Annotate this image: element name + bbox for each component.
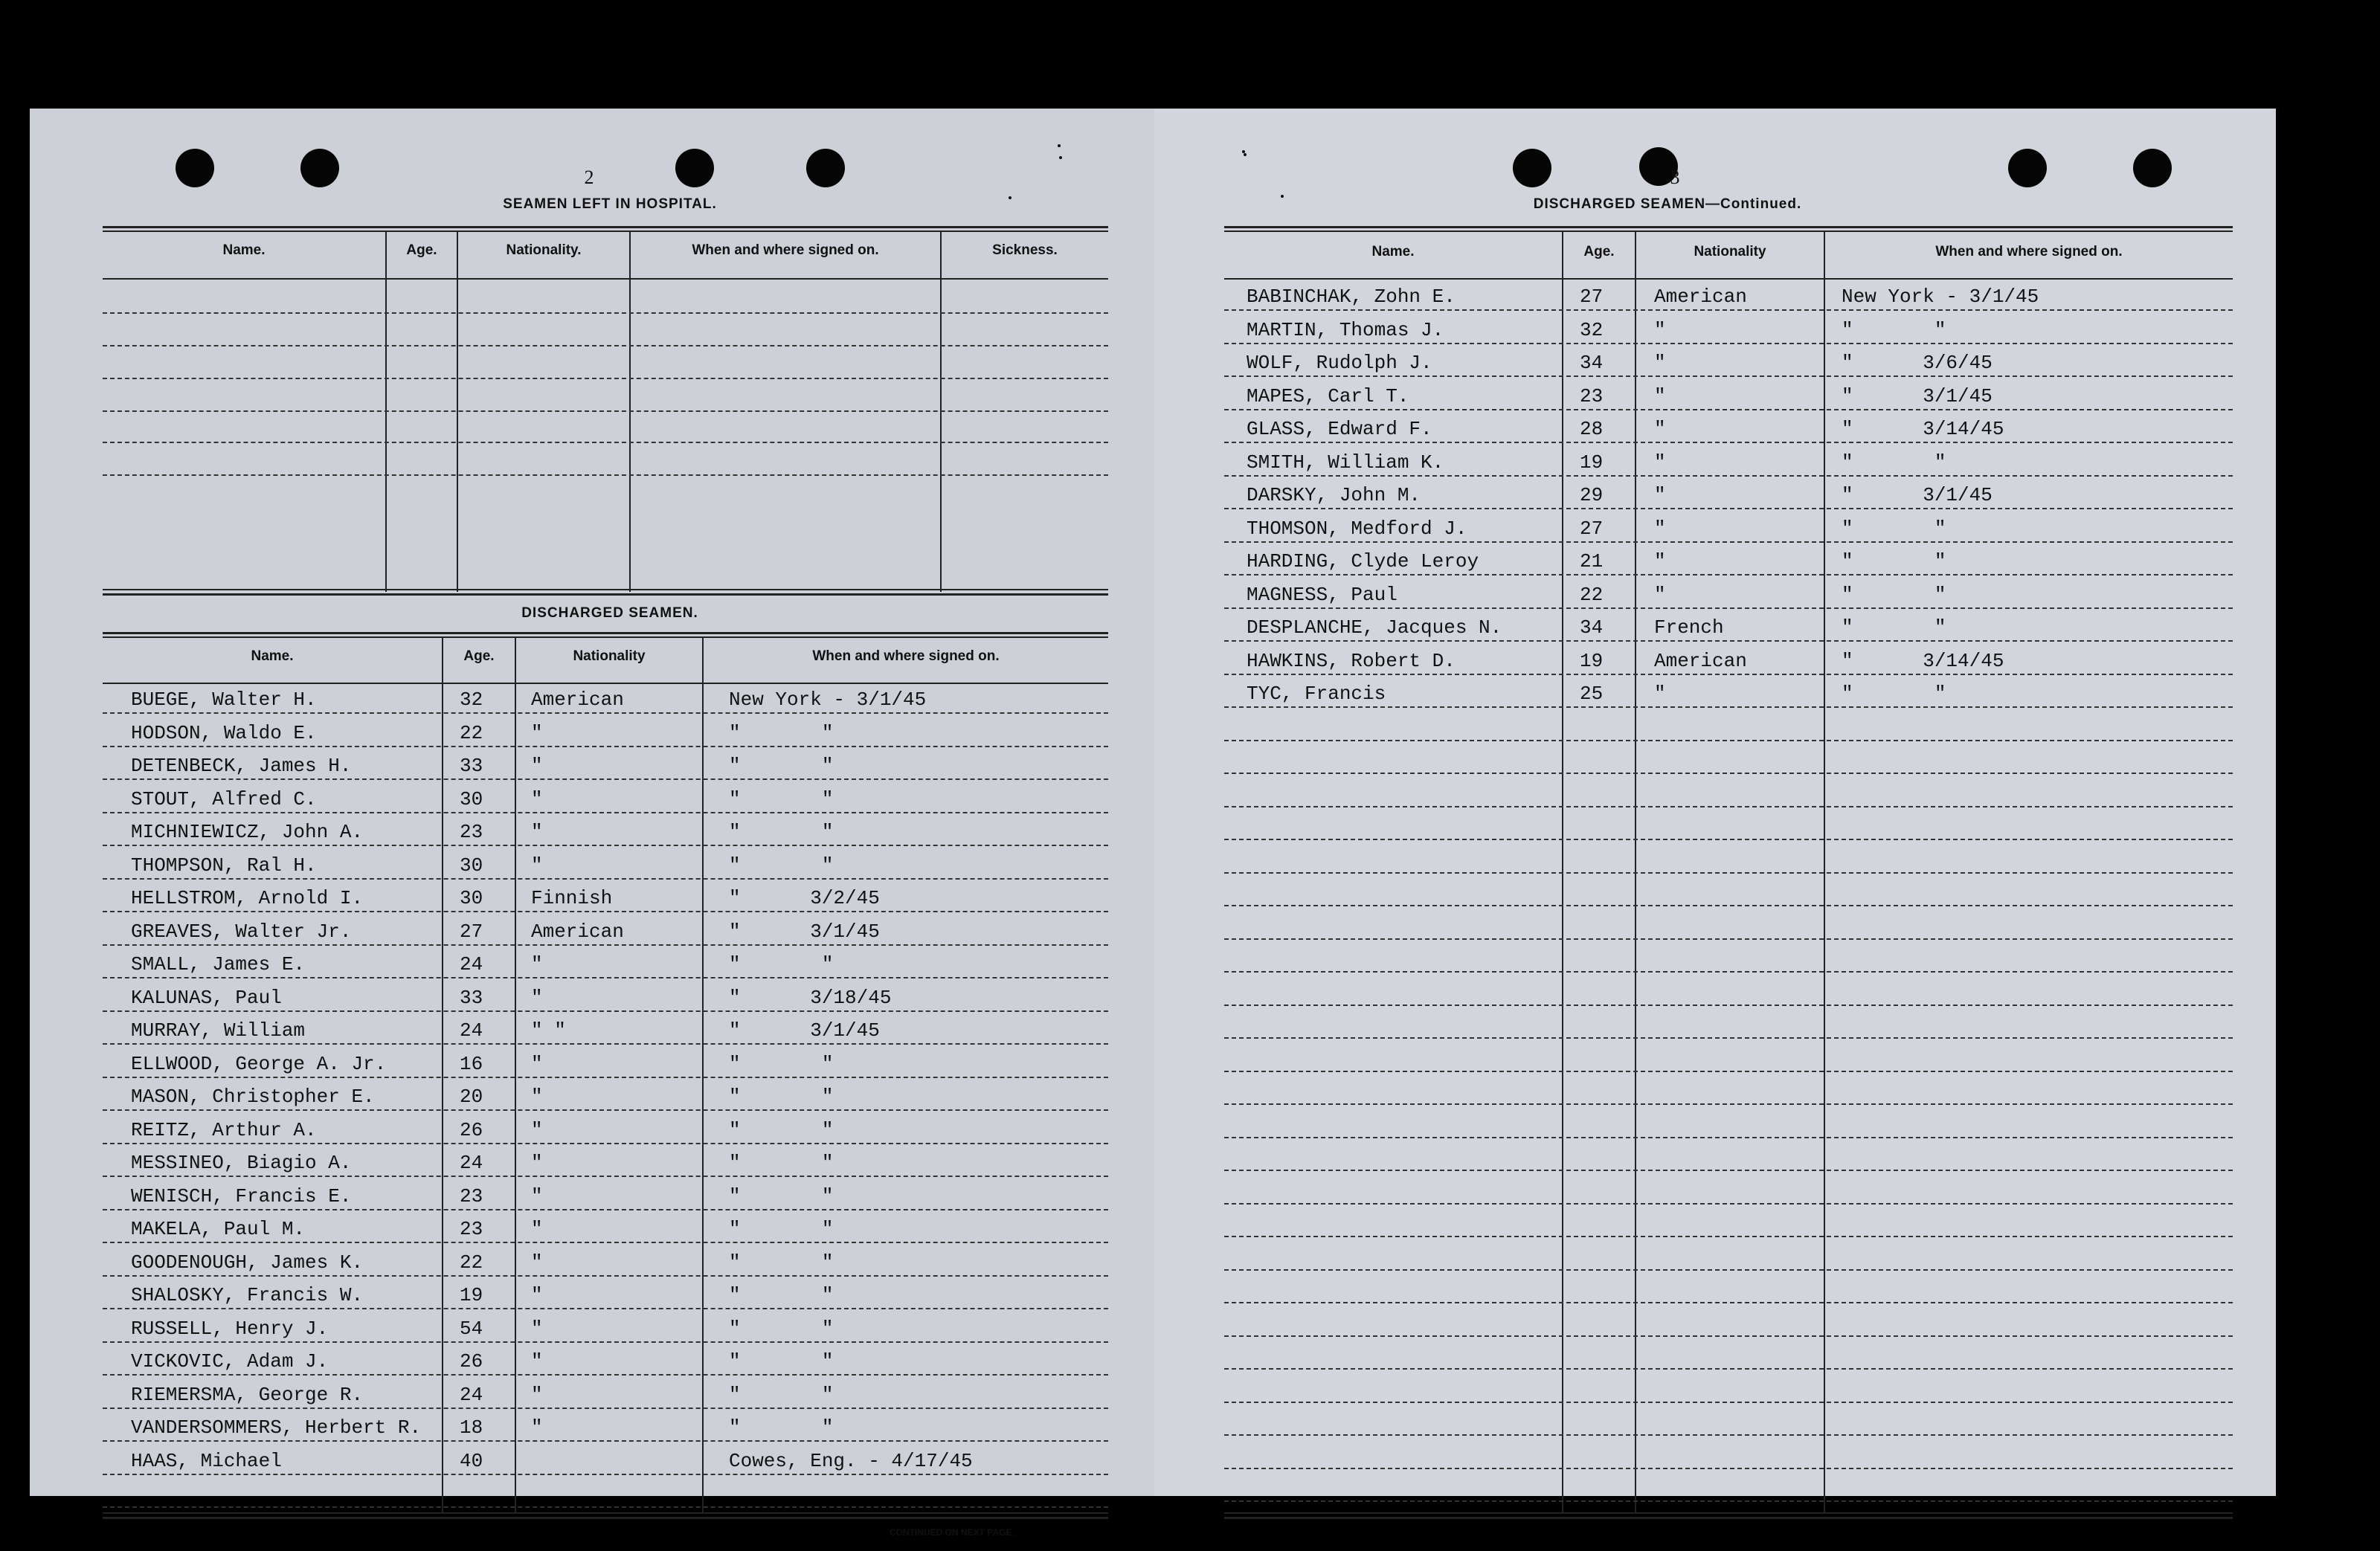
ruled-line bbox=[1224, 1335, 2233, 1337]
seaman-signed-on: " " bbox=[729, 755, 834, 777]
seaman-name: STOUT, Alfred C. bbox=[131, 788, 317, 810]
bottom-rule bbox=[1224, 1512, 2233, 1514]
seaman-signed-on: " " bbox=[729, 722, 834, 744]
right-page bbox=[1154, 109, 2276, 1496]
seaman-name: SHALOSKY, Francis W. bbox=[131, 1284, 364, 1306]
seaman-age: 27 bbox=[460, 920, 483, 943]
ruled-line bbox=[1224, 1005, 2233, 1006]
seaman-age: 23 bbox=[460, 1185, 483, 1207]
ruled-line bbox=[103, 1010, 1108, 1012]
seaman-nationality: " bbox=[1654, 484, 1666, 506]
seaman-nationality: " bbox=[531, 1119, 543, 1141]
seaman-signed-on: " " bbox=[1842, 517, 1946, 540]
hospital-section-title: SEAMEN LEFT IN HOSPITAL. bbox=[503, 196, 717, 212]
ruled-line bbox=[1224, 773, 2233, 774]
ruled-line bbox=[103, 410, 1108, 412]
seaman-nationality: " bbox=[531, 987, 543, 1009]
ruled-line bbox=[1224, 1402, 2233, 1403]
seaman-nationality: American bbox=[531, 920, 624, 943]
seaman-signed-on: " 3/14/45 bbox=[1842, 418, 2004, 440]
seaman-name: HODSON, Waldo E. bbox=[131, 722, 317, 744]
seaman-name: VICKOVIC, Adam J. bbox=[131, 1350, 329, 1373]
seaman-name: MAGNESS, Paul bbox=[1247, 584, 1398, 606]
seaman-age: 16 bbox=[460, 1053, 483, 1075]
hospital-header-sickness: Sickness. bbox=[992, 242, 1058, 258]
col-divider bbox=[940, 232, 942, 592]
seaman-nationality: " bbox=[1654, 550, 1666, 573]
ruled-line bbox=[1224, 541, 2233, 543]
seaman-nationality: " bbox=[1654, 385, 1666, 407]
ruled-line bbox=[1224, 508, 2233, 509]
seaman-signed-on: " " bbox=[729, 1185, 834, 1207]
ruled-line bbox=[1224, 409, 2233, 410]
ruled-line bbox=[1224, 1071, 2233, 1072]
seaman-name: BABINCHAK, Zohn E. bbox=[1247, 286, 1456, 308]
left-page bbox=[30, 109, 1162, 1538]
seaman-nationality: " bbox=[531, 821, 543, 843]
seaman-nationality: " bbox=[531, 953, 543, 976]
col-divider bbox=[515, 638, 516, 1512]
seaman-age: 26 bbox=[460, 1119, 483, 1141]
ruled-line bbox=[1224, 706, 2233, 708]
seaman-signed-on: " 3/14/45 bbox=[1842, 650, 2004, 672]
binder-hole bbox=[806, 149, 845, 187]
seaman-age: 22 bbox=[460, 1251, 483, 1274]
seaman-age: 28 bbox=[1580, 418, 1604, 440]
seaman-nationality: " bbox=[531, 1284, 543, 1306]
seaman-signed-on: " 3/1/45 bbox=[729, 1019, 880, 1042]
speck bbox=[1058, 144, 1061, 147]
ruled-line bbox=[1224, 1170, 2233, 1171]
seaman-signed-on: " " bbox=[729, 854, 834, 877]
col-divider bbox=[442, 638, 443, 1512]
seaman-nationality: American bbox=[531, 689, 624, 711]
bottom-rule bbox=[1224, 1517, 2233, 1519]
seaman-name: MURRAY, William bbox=[131, 1019, 306, 1042]
col-divider bbox=[702, 638, 704, 1512]
seaman-age: 24 bbox=[460, 1384, 483, 1406]
discharged-header-rule bbox=[103, 683, 1108, 684]
col-divider bbox=[629, 232, 631, 592]
seaman-age: 26 bbox=[460, 1350, 483, 1373]
seaman-signed-on: " " bbox=[729, 1119, 834, 1141]
ruled-line bbox=[103, 1407, 1108, 1409]
seaman-signed-on: " " bbox=[729, 1086, 834, 1108]
ruled-line bbox=[1224, 1103, 2233, 1105]
seaman-nationality: " bbox=[1654, 319, 1666, 341]
ruled-line bbox=[103, 845, 1108, 846]
seaman-name: DETENBECK, James H. bbox=[131, 755, 352, 777]
seaman-signed-on: " " bbox=[729, 1384, 834, 1406]
seaman-nationality: American bbox=[1654, 286, 1747, 308]
ruled-line bbox=[1224, 971, 2233, 973]
seaman-name: MICHNIEWICZ, John A. bbox=[131, 821, 364, 843]
seaman-age: 34 bbox=[1580, 616, 1604, 639]
ruled-line bbox=[103, 474, 1108, 476]
seaman-name: HAAS, Michael bbox=[131, 1450, 282, 1472]
hospital-header-nationality: Nationality. bbox=[506, 242, 582, 258]
seaman-age: 33 bbox=[460, 755, 483, 777]
ruled-line bbox=[1224, 343, 2233, 344]
ruled-line bbox=[103, 378, 1108, 379]
seaman-age: 22 bbox=[460, 722, 483, 744]
seaman-age: 20 bbox=[460, 1086, 483, 1108]
seaman-age: 18 bbox=[460, 1416, 483, 1439]
seaman-nationality: " bbox=[531, 1185, 543, 1207]
discharged-section-title: DISCHARGED SEAMEN. bbox=[521, 605, 698, 621]
seaman-age: 30 bbox=[460, 854, 483, 877]
ruled-line bbox=[1224, 1037, 2233, 1039]
speck bbox=[1244, 153, 1247, 156]
ruled-line bbox=[103, 1242, 1108, 1243]
top-rule bbox=[1224, 230, 2233, 232]
seaman-name: WOLF, Rudolph J. bbox=[1247, 352, 1432, 374]
seaman-nationality: " bbox=[531, 1416, 543, 1439]
seaman-age: 30 bbox=[460, 788, 483, 810]
seaman-nationality: " bbox=[531, 722, 543, 744]
ruled-line bbox=[1224, 309, 2233, 311]
binder-hole bbox=[2133, 149, 2172, 187]
seaman-age: 24 bbox=[460, 1019, 483, 1042]
seaman-signed-on: " " bbox=[729, 788, 834, 810]
ruled-line bbox=[103, 1374, 1108, 1376]
ruled-line bbox=[1224, 905, 2233, 906]
ruled-line bbox=[1224, 1236, 2233, 1237]
header-name: Name. bbox=[1371, 244, 1415, 259]
hospital-top-rule bbox=[103, 230, 1108, 232]
seaman-name: MARTIN, Thomas J. bbox=[1247, 319, 1444, 341]
ruled-line bbox=[103, 812, 1108, 813]
ruled-line bbox=[103, 312, 1108, 314]
seaman-nationality: " bbox=[1654, 683, 1666, 705]
seaman-signed-on: " 3/6/45 bbox=[1842, 352, 1993, 374]
seaman-name: MESSINEO, Biagio A. bbox=[131, 1152, 352, 1174]
ruled-line bbox=[103, 977, 1108, 978]
seaman-name: WENISCH, Francis E. bbox=[131, 1185, 352, 1207]
seaman-name: MAKELA, Paul M. bbox=[131, 1218, 306, 1240]
discharged-header-nationality: Nationality bbox=[573, 648, 646, 664]
seaman-age: 27 bbox=[1580, 286, 1604, 308]
seaman-signed-on: " " bbox=[729, 1152, 834, 1174]
seaman-signed-on: " " bbox=[729, 1416, 834, 1439]
ruled-line bbox=[103, 746, 1108, 747]
top-rule bbox=[1224, 226, 2233, 228]
seaman-age: 19 bbox=[1580, 451, 1604, 474]
seaman-nationality: " bbox=[531, 1350, 543, 1373]
hospital-top-rule bbox=[103, 226, 1108, 228]
ruled-line bbox=[1224, 640, 2233, 642]
seaman-signed-on: " " bbox=[1842, 451, 1946, 474]
seaman-signed-on: " " bbox=[1842, 550, 1946, 573]
col-divider bbox=[457, 232, 458, 592]
header-nationality: Nationality bbox=[1694, 244, 1766, 259]
seaman-name: ELLWOOD, George A. Jr. bbox=[131, 1053, 387, 1075]
ruled-line bbox=[1224, 872, 2233, 874]
ruled-line bbox=[103, 1143, 1108, 1144]
header-signed: When and where signed on. bbox=[1935, 244, 2123, 259]
seaman-signed-on: " 3/18/45 bbox=[729, 987, 892, 1009]
seaman-signed-on: " " bbox=[1842, 683, 1946, 705]
seaman-name: REITZ, Arthur A. bbox=[131, 1119, 317, 1141]
seaman-age: 33 bbox=[460, 987, 483, 1009]
seaman-age: 30 bbox=[460, 887, 483, 909]
seaman-nationality: " bbox=[531, 854, 543, 877]
ruled-line bbox=[103, 1176, 1108, 1177]
seaman-signed-on: " " bbox=[729, 821, 834, 843]
hospital-bottom-rule bbox=[103, 589, 1108, 590]
seaman-name: KALUNAS, Paul bbox=[131, 987, 282, 1009]
seaman-nationality: " bbox=[1654, 352, 1666, 374]
ruled-line bbox=[103, 1440, 1108, 1442]
seaman-name: HELLSTROM, Arnold I. bbox=[131, 887, 364, 909]
seaman-nationality: Finnish bbox=[531, 887, 613, 909]
seaman-signed-on: " " bbox=[729, 1284, 834, 1306]
hospital-header-rule bbox=[103, 278, 1108, 280]
seaman-nationality: " bbox=[1654, 584, 1666, 606]
seaman-name: GREAVES, Walter Jr. bbox=[131, 920, 352, 943]
ruled-line bbox=[1224, 1203, 2233, 1205]
ruled-line bbox=[1224, 1500, 2233, 1502]
seaman-nationality: " bbox=[531, 1053, 543, 1075]
ruled-line bbox=[103, 1077, 1108, 1078]
ruled-line bbox=[103, 1109, 1108, 1111]
seaman-signed-on: " 3/1/45 bbox=[729, 920, 880, 943]
ruled-line bbox=[103, 944, 1108, 946]
ruled-line bbox=[1224, 1434, 2233, 1436]
seaman-age: 54 bbox=[460, 1318, 483, 1340]
seaman-age: 24 bbox=[460, 953, 483, 976]
speck bbox=[1281, 195, 1284, 198]
ruled-line bbox=[1224, 1302, 2233, 1303]
ruled-line bbox=[103, 1275, 1108, 1277]
seaman-name: SMITH, William K. bbox=[1247, 451, 1444, 474]
seaman-signed-on: " " bbox=[729, 1318, 834, 1340]
seaman-nationality: " bbox=[531, 1318, 543, 1340]
seaman-nationality: French bbox=[1654, 616, 1724, 639]
binder-hole bbox=[176, 149, 214, 187]
discharged-header-signed: When and where signed on. bbox=[812, 648, 1000, 664]
page-number: 3 bbox=[1670, 167, 1680, 188]
binder-hole bbox=[2008, 149, 2047, 187]
seaman-nationality: " " bbox=[531, 1019, 566, 1042]
discharged-bottom-rule bbox=[103, 1512, 1108, 1514]
col-divider bbox=[385, 232, 387, 592]
seaman-name: GLASS, Edward F. bbox=[1247, 418, 1432, 440]
seaman-name: RIEMERSMA, George R. bbox=[131, 1384, 364, 1406]
ruled-line bbox=[103, 878, 1108, 880]
seaman-name: HAWKINS, Robert D. bbox=[1247, 650, 1456, 672]
seaman-signed-on: " " bbox=[729, 1350, 834, 1373]
seaman-name: HARDING, Clyde Leroy bbox=[1247, 550, 1479, 573]
seaman-age: 23 bbox=[1580, 385, 1604, 407]
header-age: Age. bbox=[1583, 244, 1615, 259]
hospital-header-age: Age. bbox=[406, 242, 437, 258]
seaman-nationality: " bbox=[531, 755, 543, 777]
seaman-name: RUSSELL, Henry J. bbox=[131, 1318, 329, 1340]
seaman-age: 29 bbox=[1580, 484, 1604, 506]
continued-section-title: DISCHARGED SEAMEN—Continued. bbox=[1533, 196, 1802, 212]
ruled-line bbox=[103, 1209, 1108, 1210]
seaman-signed-on: " 3/1/45 bbox=[1842, 484, 1993, 506]
seaman-nationality: " bbox=[1654, 418, 1666, 440]
seaman-signed-on: " " bbox=[729, 1053, 834, 1075]
seaman-age: 21 bbox=[1580, 550, 1604, 573]
seaman-nationality: " bbox=[1654, 517, 1666, 540]
seaman-signed-on: New York - 3/1/45 bbox=[1842, 286, 2039, 308]
seaman-name: BUEGE, Walter H. bbox=[131, 689, 317, 711]
ruled-line bbox=[1224, 574, 2233, 575]
seaman-age: 40 bbox=[460, 1450, 483, 1472]
seaman-name: MASON, Christopher E. bbox=[131, 1086, 375, 1108]
seaman-age: 19 bbox=[460, 1284, 483, 1306]
header-rule bbox=[1224, 278, 2233, 280]
seaman-name: DESPLANCHE, Jacques N. bbox=[1247, 616, 1502, 639]
seaman-nationality: " bbox=[531, 1218, 543, 1240]
ruled-line bbox=[1224, 839, 2233, 840]
seaman-nationality: " bbox=[531, 1251, 543, 1274]
seaman-age: 23 bbox=[460, 821, 483, 843]
seaman-name: SMALL, James E. bbox=[131, 953, 306, 976]
seaman-age: 25 bbox=[1580, 683, 1604, 705]
seaman-nationality: " bbox=[1654, 451, 1666, 474]
ruled-line bbox=[1224, 1368, 2233, 1370]
seaman-nationality: " bbox=[531, 1086, 543, 1108]
discharged-top-rule bbox=[103, 636, 1108, 638]
hospital-header-name: Name. bbox=[222, 242, 266, 258]
seaman-name: MAPES, Carl T. bbox=[1247, 385, 1409, 407]
seaman-name: TYC, Francis bbox=[1247, 683, 1386, 705]
ruled-line bbox=[1224, 674, 2233, 675]
speck bbox=[1009, 196, 1012, 199]
continued-footer: CONTINUED ON NEXT PAGE. bbox=[890, 1527, 1014, 1538]
ruled-line bbox=[1224, 442, 2233, 443]
speck bbox=[1059, 156, 1062, 159]
ruled-line bbox=[103, 778, 1108, 780]
page-number: 2 bbox=[584, 167, 594, 188]
seaman-age: 24 bbox=[460, 1152, 483, 1174]
discharged-header-age: Age. bbox=[463, 648, 495, 664]
seaman-signed-on: " " bbox=[729, 1218, 834, 1240]
seaman-signed-on: New York - 3/1/45 bbox=[729, 689, 927, 711]
discharged-top-rule bbox=[103, 632, 1108, 634]
binder-hole bbox=[1513, 149, 1551, 187]
ruled-line bbox=[1224, 1137, 2233, 1138]
ruled-line bbox=[1224, 475, 2233, 477]
ruled-line bbox=[103, 345, 1108, 346]
seaman-signed-on: Cowes, Eng. - 4/17/45 bbox=[729, 1450, 973, 1472]
seaman-name: VANDERSOMMERS, Herbert R. bbox=[131, 1416, 422, 1439]
seaman-nationality: " bbox=[531, 1384, 543, 1406]
seaman-signed-on: " " bbox=[729, 953, 834, 976]
seaman-age: 32 bbox=[1580, 319, 1604, 341]
ruled-line bbox=[1224, 806, 2233, 807]
ruled-line bbox=[103, 1506, 1108, 1508]
seaman-name: GOODENOUGH, James K. bbox=[131, 1251, 364, 1274]
ruled-line bbox=[1224, 1468, 2233, 1469]
seaman-nationality: American bbox=[1654, 650, 1747, 672]
hospital-bottom-rule bbox=[103, 593, 1108, 596]
ruled-line bbox=[103, 1308, 1108, 1309]
binder-hole bbox=[675, 149, 714, 187]
seaman-signed-on: " " bbox=[1842, 584, 1946, 606]
hospital-header-signed: When and where signed on. bbox=[692, 242, 879, 258]
ruled-line bbox=[1224, 938, 2233, 940]
ruled-line bbox=[103, 712, 1108, 714]
ruled-line bbox=[1224, 375, 2233, 377]
seaman-signed-on: " " bbox=[1842, 616, 1946, 639]
seaman-age: 22 bbox=[1580, 584, 1604, 606]
seaman-signed-on: " 3/2/45 bbox=[729, 887, 880, 909]
seaman-age: 23 bbox=[460, 1218, 483, 1240]
seaman-age: 32 bbox=[460, 689, 483, 711]
ruled-line bbox=[103, 442, 1108, 443]
binder-hole bbox=[300, 149, 339, 187]
seaman-age: 27 bbox=[1580, 517, 1604, 540]
seaman-nationality: " bbox=[531, 1152, 543, 1174]
ruled-line bbox=[1224, 1269, 2233, 1271]
ruled-line bbox=[1224, 607, 2233, 609]
discharged-header-name: Name. bbox=[251, 648, 294, 664]
ruled-line bbox=[103, 1341, 1108, 1343]
discharged-bottom-rule bbox=[103, 1517, 1108, 1519]
seaman-name: DARSKY, John M. bbox=[1247, 484, 1421, 506]
ruled-line bbox=[103, 911, 1108, 912]
seaman-signed-on: " " bbox=[1842, 319, 1946, 341]
ruled-line bbox=[1224, 740, 2233, 741]
seaman-nationality: " bbox=[531, 788, 543, 810]
ruled-line bbox=[103, 1043, 1108, 1045]
seaman-age: 34 bbox=[1580, 352, 1604, 374]
seaman-signed-on: " " bbox=[729, 1251, 834, 1274]
seaman-name: THOMSON, Medford J. bbox=[1247, 517, 1467, 540]
seaman-age: 19 bbox=[1580, 650, 1604, 672]
seaman-signed-on: " 3/1/45 bbox=[1842, 385, 1993, 407]
ruled-line bbox=[103, 1474, 1108, 1475]
seaman-name: THOMPSON, Ral H. bbox=[131, 854, 317, 877]
